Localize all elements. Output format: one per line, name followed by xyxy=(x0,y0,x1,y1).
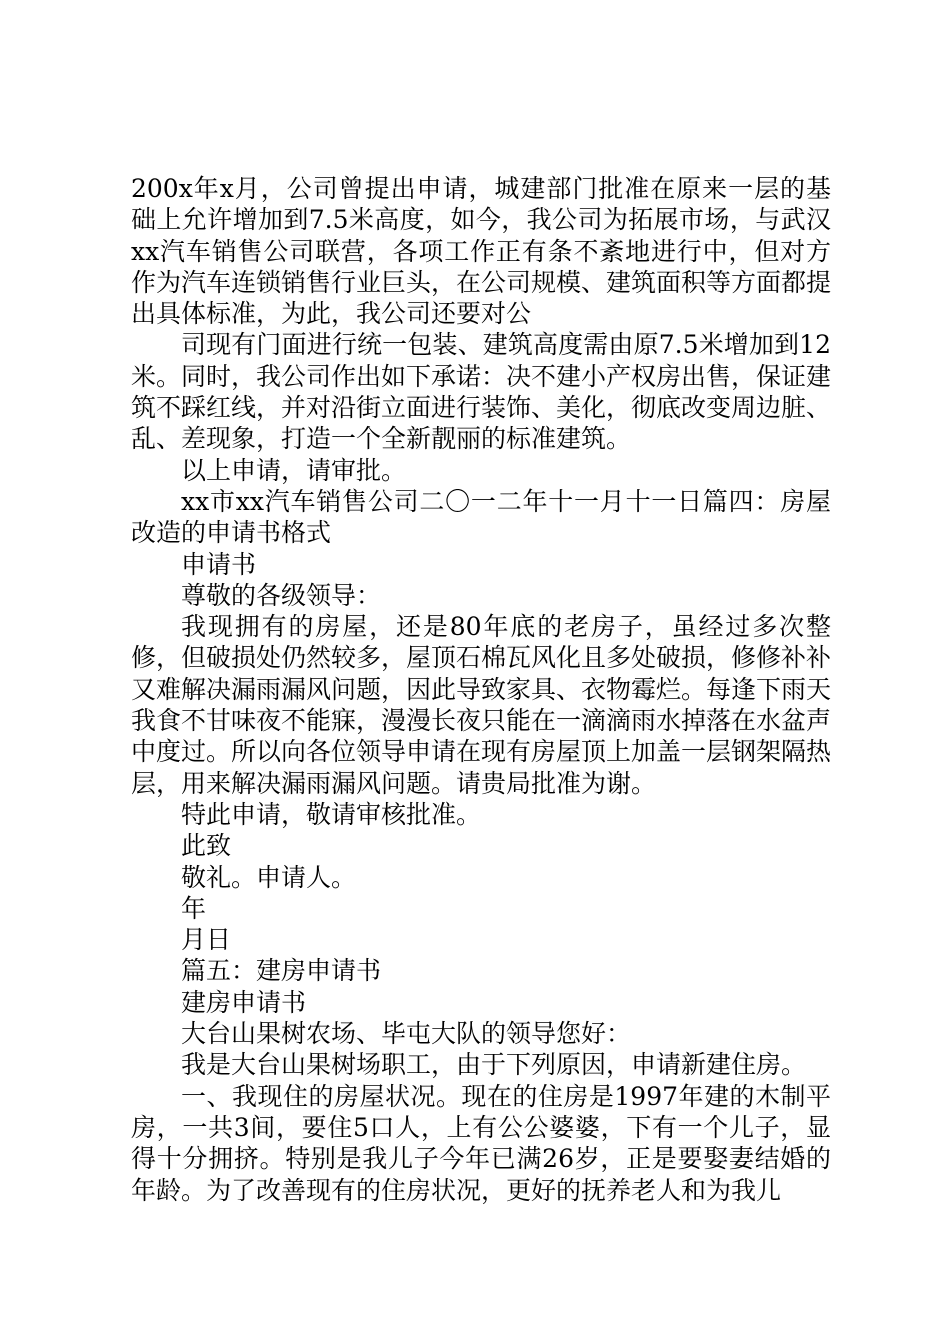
paragraph-current-housing: 一、我现住的房屋状况。现在的住房是1997年建的木制平房，一共3间，要住5口人，上有公公婆婆，下有一个儿子，显得十分拥挤。特别是我儿子今年已满26岁，正是要娶妻结婚的年龄。为了改善现有的住房状况，更好的抚养老人和为我儿 xyxy=(131,1081,831,1205)
salutation-leaders: 尊敬的各级领导： xyxy=(181,580,382,610)
closing-cizhi: 此致 xyxy=(181,831,232,861)
paragraph-house-condition: 我现拥有的房屋，还是80年底的老房子，虽经过多次整修，但破损处仍然较多，屋顶石棉瓦风化且多处破损，修修补补又难解决漏雨漏风问题，因此导致家具、衣物霉烂。每逢下雨天我食不甘味夜不能寐，漫漫长夜只能在一滴滴雨水掉落在水盆声中度过。所以向各位领导申请在现有房屋顶上加盖一层钢架隔热层，用来解决漏雨漏风问题。请贵局批准为谢。 xyxy=(131,612,832,798)
date-month-day: 月日 xyxy=(181,925,232,955)
paragraph-request-review: 特此申请，敬请审核批准。 xyxy=(181,799,482,829)
heading-application: 申请书 xyxy=(181,549,257,579)
closing-jingli-applicant: 敬礼。申请人。 xyxy=(181,862,357,892)
heading-building-application: 建房申请书 xyxy=(181,987,307,1017)
paragraph-approval-history: 200x年x月，公司曾提出申请，城建部门批准在原来一层的基础上允许增加到7.5米高度，如今，我公司为拓展市场，与武汉xx汽车销售公司联营，各项工作正有条不紊地进行中，但对方作为汽车连锁销售行业巨头，在公司规模、建筑面积等方面都提出具体标准，为此，我公司还要对公 xyxy=(131,174,832,329)
date-year: 年 xyxy=(181,893,207,923)
document-body xyxy=(131,173,831,1206)
section-five-title: 篇五：建房申请书 xyxy=(181,956,382,986)
paragraph-signature-and-section-four: xx市xx汽车销售公司二〇一二年十一月十一日篇四：房屋改造的申请书格式 xyxy=(131,486,831,548)
paragraph-applicant-intro: 我是大台山果树场职工，由于下列原因，申请新建住房。 xyxy=(181,1050,807,1080)
paragraph-height-increase: 司现有门面进行统一包装、建筑高度需由原7.5米增加到12米。同时，我公司作出如下承诺：决不建小产权房出售，保证建筑不踩红线，并对沿街立面进行装饰、美化，彻底改变周边脏、乱、差现象，打造一个全新靓丽的标准建筑。 xyxy=(131,330,832,454)
paragraph-request-approval: 以上申请，请审批。 xyxy=(181,455,407,485)
salutation-farm-leaders: 大台山果树农场、毕屯大队的领导您好： xyxy=(181,1019,632,1049)
